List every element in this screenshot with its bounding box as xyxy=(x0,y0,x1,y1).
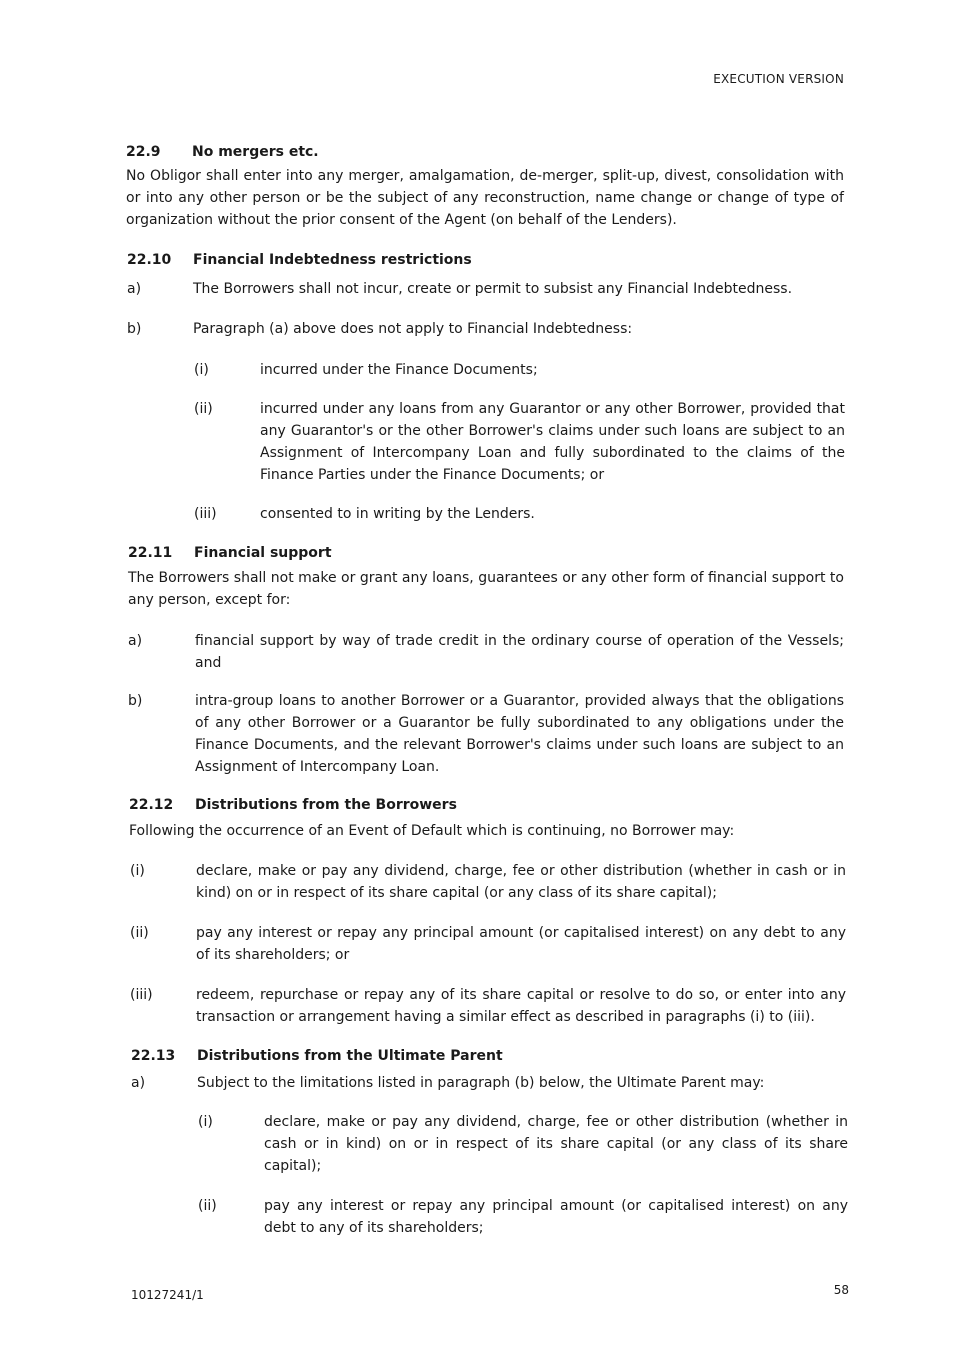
list-label: (iii) xyxy=(130,987,153,1003)
section-title: No mergers etc. xyxy=(192,144,319,160)
list-text: Subject to the limitations listed in paragraph (b) below, the Ultimate Parent may: xyxy=(197,1075,765,1091)
list-label: (ii) xyxy=(198,1198,217,1214)
list-item xyxy=(128,690,844,778)
document-reference: 10127241/1 xyxy=(131,1288,204,1302)
list-item xyxy=(127,278,844,300)
section-number: 22.12 xyxy=(129,797,174,813)
list-text: pay any interest or repay any principal amount (or capitalised interest) on any debt to any of its shareholders; or xyxy=(196,925,846,963)
execution-version-label: EXECUTION VERSION xyxy=(713,72,844,86)
list-label: (iii) xyxy=(194,506,217,522)
page-number: 58 xyxy=(833,1283,849,1297)
sub-list-item xyxy=(198,1111,848,1177)
list-item xyxy=(127,318,844,340)
sub-list-item xyxy=(194,503,845,525)
list-label: (ii) xyxy=(194,401,213,417)
list-label: (i) xyxy=(130,863,145,879)
section-title: Distributions from the Borrowers xyxy=(195,797,457,813)
list-label: b) xyxy=(127,321,142,337)
list-text: redeem, repurchase or repay any of its share capital or resolve to do so, or enter into any transaction or arrangement having a similar effect as described in paragraphs (i) to (iii). xyxy=(196,987,846,1025)
section-title: Distributions from the Ultimate Parent xyxy=(197,1048,503,1064)
list-label: a) xyxy=(128,633,143,649)
list-label: a) xyxy=(131,1075,146,1091)
section-22-9-body: No Obligor shall enter into any merger, amalgamation, de-merger, split-up, divest, consolidation with or into any other person or be the subject of any reconstruction, name change or change of type of organization without the prior consent of the Agent (on behalf of the Lenders). xyxy=(126,168,844,228)
list-item xyxy=(128,630,844,674)
list-label: a) xyxy=(127,281,142,297)
list-item xyxy=(130,860,846,904)
list-text: incurred under any loans from any Guarantor or any other Borrower, provided that any Guarantor's or the other Borrower's claims under such loans are subject to an Assignment of Intercompany Loan and fully subordinated to the claims of the Finance Parties under the Finance Documents; or xyxy=(260,401,845,483)
list-item xyxy=(130,984,846,1028)
list-label: (i) xyxy=(198,1114,213,1130)
list-text: incurred under the Finance Documents; xyxy=(260,362,538,378)
list-text: financial support by way of trade credit in the ordinary course of operation of the Vessels; and xyxy=(195,633,844,671)
list-text: intra-group loans to another Borrower or a Guarantor, provided always that the obligations of any other Borrower or a Guarantor be fully subordinated to any obligations under the Finance Documents, and the relevant Borrower's claims under such loans are subject to an Assignment of Intercompany Loan. xyxy=(195,693,844,775)
section-title: Financial Indebtedness restrictions xyxy=(193,252,472,268)
sub-list-item xyxy=(194,359,845,381)
sub-list-item xyxy=(198,1195,848,1239)
sub-list-item xyxy=(194,398,845,486)
section-22-11-body: The Borrowers shall not make or grant any loans, guarantees or any other form of financial support to any person, except for: xyxy=(128,570,844,608)
list-label: b) xyxy=(128,693,143,709)
list-text: The Borrowers shall not incur, create or permit to subsist any Financial Indebtedness. xyxy=(193,281,793,297)
list-text: declare, make or pay any dividend, charge, fee or other distribution (whether in cash or in kind) on or in respect of its share capital (or any class of its share capital); xyxy=(196,863,846,901)
list-text: pay any interest or repay any principal amount (or capitalised interest) on any debt to any of its shareholders; xyxy=(264,1198,848,1236)
list-item xyxy=(130,922,846,966)
section-title: Financial support xyxy=(194,545,332,561)
list-text: consented to in writing by the Lenders. xyxy=(260,506,535,522)
list-label: (i) xyxy=(194,362,209,378)
list-label: (ii) xyxy=(130,925,149,941)
list-text: Paragraph (a) above does not apply to Financial Indebtedness: xyxy=(193,321,633,337)
section-number: 22.13 xyxy=(131,1048,176,1064)
section-22-12-body: Following the occurrence of an Event of Default which is continuing, no Borrower may: xyxy=(129,823,735,839)
section-number: 22.11 xyxy=(128,545,173,561)
section-number: 22.10 xyxy=(127,252,172,268)
list-item xyxy=(131,1072,847,1094)
list-text: declare, make or pay any dividend, charge, fee or other distribution (whether in cash or in kind) on or in respect of its share capital (or any class of its share capital); xyxy=(264,1114,848,1174)
section-number: 22.9 xyxy=(126,144,161,160)
